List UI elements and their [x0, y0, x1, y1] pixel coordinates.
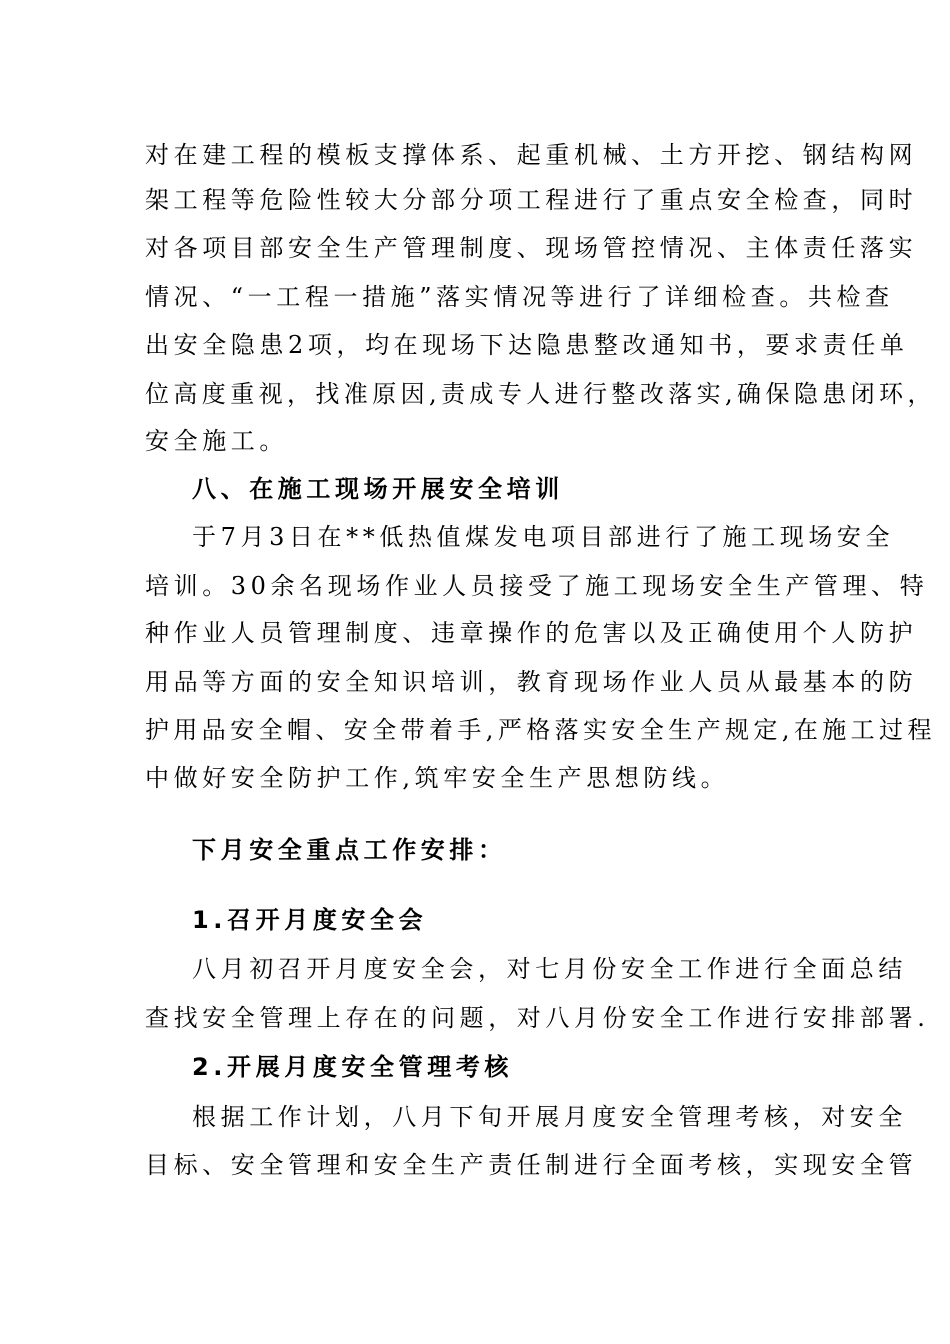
- text-line: 目标、安全管理和安全生产责任制进行全面考核，实现安全管: [145, 1151, 918, 1179]
- text-line: 出安全隐患2项，均在现场下达隐患整改通知书，要求责任单: [145, 331, 909, 359]
- text-line: 用品等方面的安全知识培训，教育现场作业人员从最基本的防: [145, 668, 918, 696]
- text-line: 八月初召开月度安全会，对七月份安全工作进行全面总结: [192, 955, 907, 983]
- text-line: 根据工作计划，八月下旬开展月度安全管理考核，对安全: [192, 1103, 907, 1131]
- text-line: 培训。30余名现场作业人员接受了施工现场安全生产管理、特: [145, 572, 929, 600]
- plan-heading: 下月安全重点工作安排：: [192, 836, 507, 864]
- text-line: 位高度重视，找准原因,责成专人进行整改落实,确保隐患闭环，: [145, 380, 936, 408]
- item-heading: 2.开展月度安全管理考核: [192, 1053, 514, 1081]
- text-line: 护用品安全帽、安全带着手,严格落实安全生产规定,在施工过程: [145, 716, 936, 744]
- text-line: 安全施工。: [145, 427, 288, 455]
- text-line: 情况、“一工程一措施”落实情况等进行了详细检查。共检查: [145, 283, 894, 311]
- text-line: 架工程等危险性较大分部分项工程进行了重点安全检查，同时: [145, 186, 918, 214]
- text-line: 对在建工程的模板支撑体系、起重机械、土方开挖、钢结构网: [145, 141, 918, 169]
- text-line: 对各项目部安全生产管理制度、现场管控情况、主体责任落实: [145, 234, 918, 262]
- text-line: 于7月3日在**低热值煤发电项目部进行了施工现场安全: [192, 523, 895, 551]
- text-line: 查找安全管理上存在的问题，对八月份安全工作进行安排部署.: [145, 1004, 930, 1032]
- text-line: 种作业人员管理制度、违章操作的危害以及正确使用个人防护: [145, 619, 918, 647]
- item-heading: 1.召开月度安全会: [192, 906, 428, 934]
- section-heading: 八、在施工现场开展安全培训: [192, 475, 564, 503]
- text-line: 中做好安全防护工作,筑牢安全生产思想防线。: [145, 764, 730, 792]
